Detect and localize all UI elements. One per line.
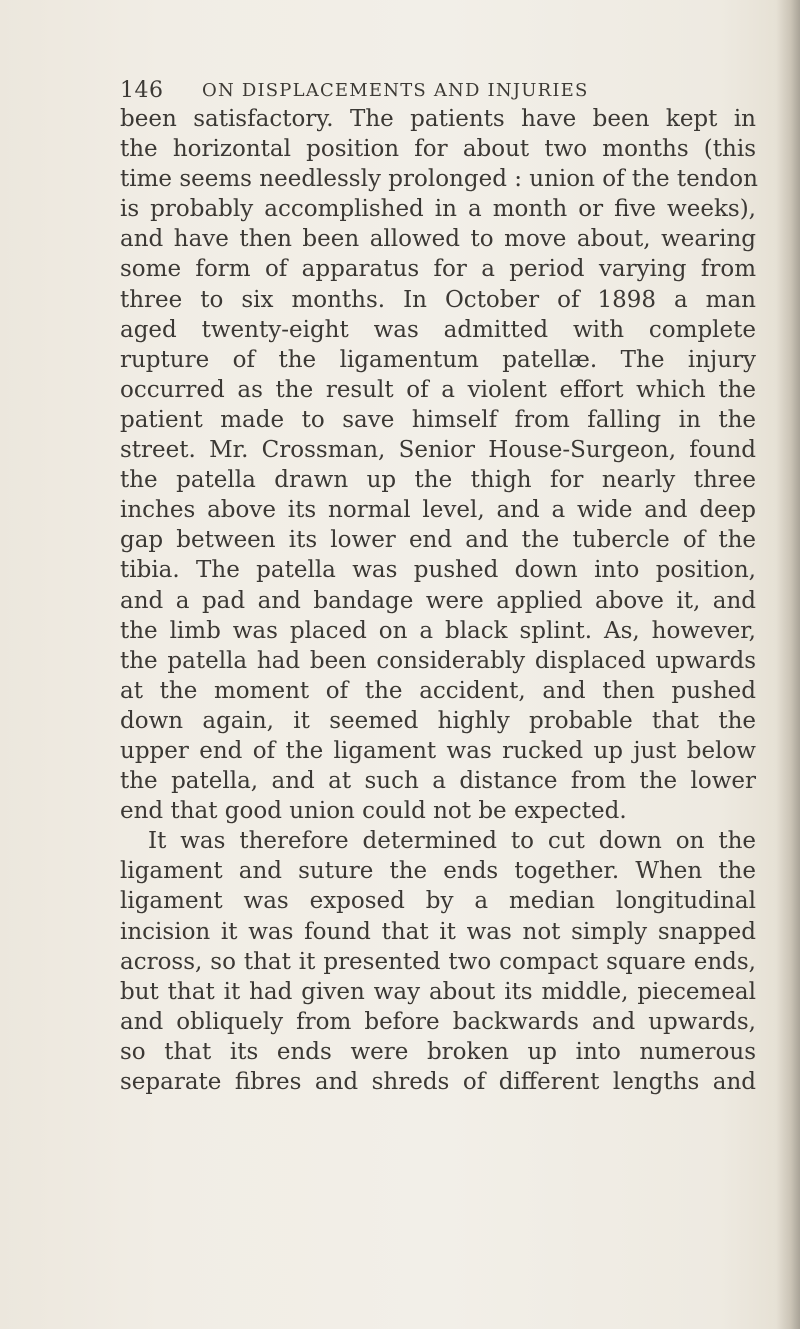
text-line: incision it was found that it was not simply snapped xyxy=(120,918,756,945)
text-line: and a pad and bandage were applied above it, and xyxy=(120,587,756,614)
text-line: but that it had given way about its middle, piecemeal xyxy=(120,978,756,1005)
text-line: inches above its normal level, and a wide and deep xyxy=(120,497,756,524)
text-line: the patella had been considerably displaced upwards xyxy=(120,647,756,674)
page-number: 146 xyxy=(120,78,164,103)
text-line: the patella drawn up the thigh for nearly three xyxy=(120,467,756,494)
running-head: ON DISPLACEMENTS AND INJURIES xyxy=(202,80,589,101)
text-line: and obliquely from before backwards and upwards, xyxy=(120,1008,756,1035)
text-line: rupture of the ligamentum patellæ. The injury xyxy=(120,346,756,373)
text-line: so that its ends were broken up into numerous xyxy=(120,1038,756,1065)
text-line: at the moment of the accident, and then pushed xyxy=(120,677,756,704)
text-line: across, so that it presented two compact square ends, xyxy=(120,948,756,975)
text-line: tibia. The patella was pushed down into position, xyxy=(120,557,756,584)
text-line: the horizontal position for about two months (this xyxy=(120,136,756,163)
text-line: upper end of the ligament was rucked up just below xyxy=(120,737,756,764)
text-line: the patella, and at such a distance from the lower xyxy=(120,768,756,795)
text-line-indented: It was therefore determined to cut down on the xyxy=(148,828,756,855)
text-line: been satisfactory. The patients have been kept in xyxy=(120,106,756,132)
text-line: end that good union could not be expected. xyxy=(120,798,627,825)
text-line: three to six months. In October of 1898 a man xyxy=(120,286,756,313)
text-line: patient made to save himself from falling in the xyxy=(120,406,756,433)
body-text xyxy=(120,104,756,1097)
text-line: is probably accomplished in a month or five weeks), xyxy=(120,196,756,223)
text-line: time seems needlessly prolonged : union of the tendon xyxy=(120,166,758,193)
text-line: ligament and suture the ends together. When the xyxy=(120,858,756,885)
text-line: some form of apparatus for a period varying from xyxy=(120,256,756,283)
text-line: gap between its lower end and the tubercle of the xyxy=(120,527,756,554)
text-line: down again, it seemed highly probable that the xyxy=(120,707,756,734)
text-line: street. Mr. Crossman, Senior House-Surgeon, found xyxy=(120,437,756,464)
text-line: occurred as the result of a violent effort which the xyxy=(120,376,756,403)
text-line: aged twenty-eight was admitted with complete xyxy=(120,316,756,343)
text-line: and have then been allowed to move about, wearing xyxy=(120,226,756,253)
text-line: the limb was placed on a black splint. As, however, xyxy=(120,617,756,644)
text-line: separate fibres and shreds of different lengths and xyxy=(120,1069,756,1095)
text-line: ligament was exposed by a median longitudinal xyxy=(120,888,756,915)
page-edge-shadow xyxy=(776,0,800,1329)
